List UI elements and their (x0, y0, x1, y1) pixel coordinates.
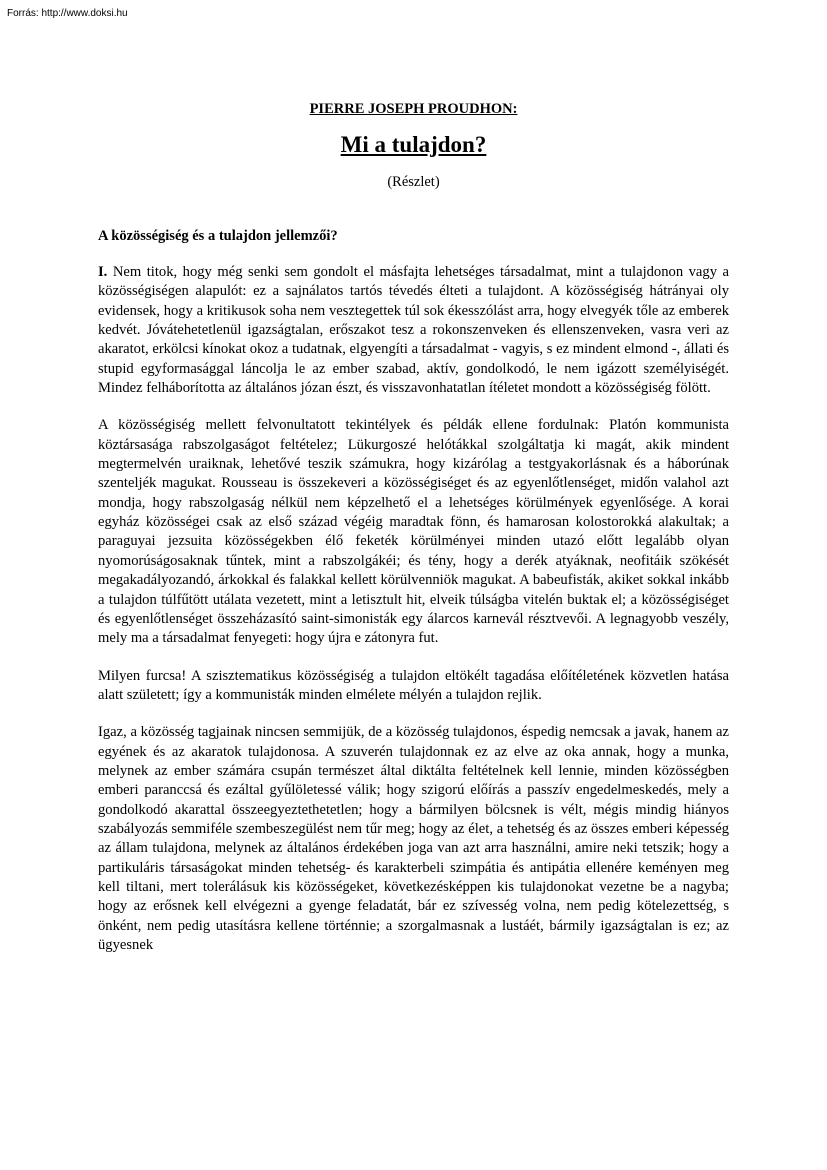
paragraph (98, 416, 729, 648)
paragraph-text: Milyen furcsa! A szisztematikus közösségiség a tulajdon eltökélt tagadása előítéletének közvetlen hatása alatt született; így a kommunisták minden elmélete mélyén a tulajdon rejlik. (98, 667, 729, 703)
section-heading: A közösségiség és a tulajdon jellemzői? (98, 228, 338, 244)
paragraph (98, 723, 729, 955)
source-label: Forrás: http://www.doksi.hu (7, 8, 128, 19)
paragraph-text: Nem titok, hogy még senki sem gondolt el másfajta lehetséges társadalmat, mint a tulajdonon vagy a közösségiségen alapulót: ez a sajnálatos tartós tévedés élteti a tulajdont. A közösségiség hátrányai oly evidensek, hogy a kritikusok soha nem vesztegettek túl sok ékesszólást arra, hogy elvegyék tőle az emberek kedvét. Jóvátehetetlenül igazságtalan, erőszakot tesz a rokonszenveken és ellenszenveken, vasra veri az akaratot, erkölcsi kínokat okoz a tudatnak, elgyengíti a társadalmat - vagyis, s ez mindent elmond -, állati és stupid egyformasággal láncolja le az ember szabad, aktív, gondolkodó, le nem igázott személyiségét. Mindez felháborította az általános józan észt, és visszavonhatatlan ítéletet mondott a közösségiség fölött. (98, 264, 729, 397)
paragraph (98, 263, 729, 398)
author-heading: PIERRE JOSEPH PROUDHON: (309, 101, 518, 117)
document-subtitle: (Részlet) (387, 174, 440, 190)
paragraph (98, 667, 729, 706)
paragraph-number: I. (98, 264, 108, 280)
document-page (98, 101, 729, 973)
paragraph-text: Igaz, a közösség tagjainak nincsen semmijük, de a közösség tulajdonos, éspedig nemcsak a javak, hanem az egyének és az akaratok tulajdonosa. A szuverén tulajdonnak ez az elve az oka annak, hogy a munka, melynek az ember számára csupán természet által diktálta feltételnek kell lennie, minden közösségben emberi paranccsá és ezáltal gyűlöletessé válik; hogy szigorú előírás a passzív engedelmeskedés, mely a gondolkodó akarattal összeegyeztethetetlen; hogy a bármilyen bölcsnek is vélt, mégis mindig hiányos szabályozás semmiféle szembeszegülést nem tűr meg; hogy az élet, a tehetség és az összes emberi képesség az állam tulajdona, melynek az általános érdekében joga van azt arra használni, amire neki tetszik; hogy a partikuláris társaságokat minden tehetség- és karakterbeli szimpátia és antipátia ellenére keményen meg kell tiltani, mert tolerálásuk kis közösségeket, következésképpen kis tulajdonokat vezetne be a nagyba; hogy az erősnek kell elvégezni a gyenge feladatát, bár ez szívesség volna, nem pedig kötelezettség, s önként, nem pedig utasításra kellene történnie; a szorgalmasnak a lustáét, bármily igazságtalan is ez; az ügyesnek (98, 724, 729, 953)
paragraph-text: A közösségiség mellett felvonultatott tekintélyek és példák ellene fordulnak: Platón kommunista köztársasága rabszolgaságot feltételez; Lükurgoszé helótákkal szolgáltatja ki magát, akik mindent megtermelvén uraiknak, lehetővé teszik számukra, hogy kizárólag a testgyakorlásnak és a háborúnak szenteljék magukat. Rousseau is összekeveri a közösségiséget és az egyenlőtlenséget, midőn valahol azt mondja, hogy rabszolgaság nélkül nem képzelhető el a lehetséges körülmények egyenlősége. A korai egyház közösségei csak az első század végéig maradtak fönn, és hamarosan kolostorokká alakultak; a paraguyai jezsuita közösségekben élő feketék körülményei minden utazó előtt legalább olyan nyomorúságosaknak tűntek, mint a rabszolgákéi; és tény, hogy a derék atyáknak, neofitáik szökését megakadályozandó, árkokkal és falakkal kellett körülvenniök magukat. A babeufisták, akiket sokkal inkább a tulajdon túlfűtött utálata vezetett, mint a letisztult hit, elveik túlságba vitelén buktak el; a közösségiséget és egyenlőtlenséget összeházasító saint-simonisták egy álarcos karnevál résztvevői. A legnagyobb veszély, mely ma a társadalmat fenyegeti: hogy újra e zátonyra fut. (98, 417, 729, 647)
document-body (98, 263, 729, 955)
document-title: Mi a tulajdon? (340, 132, 487, 157)
